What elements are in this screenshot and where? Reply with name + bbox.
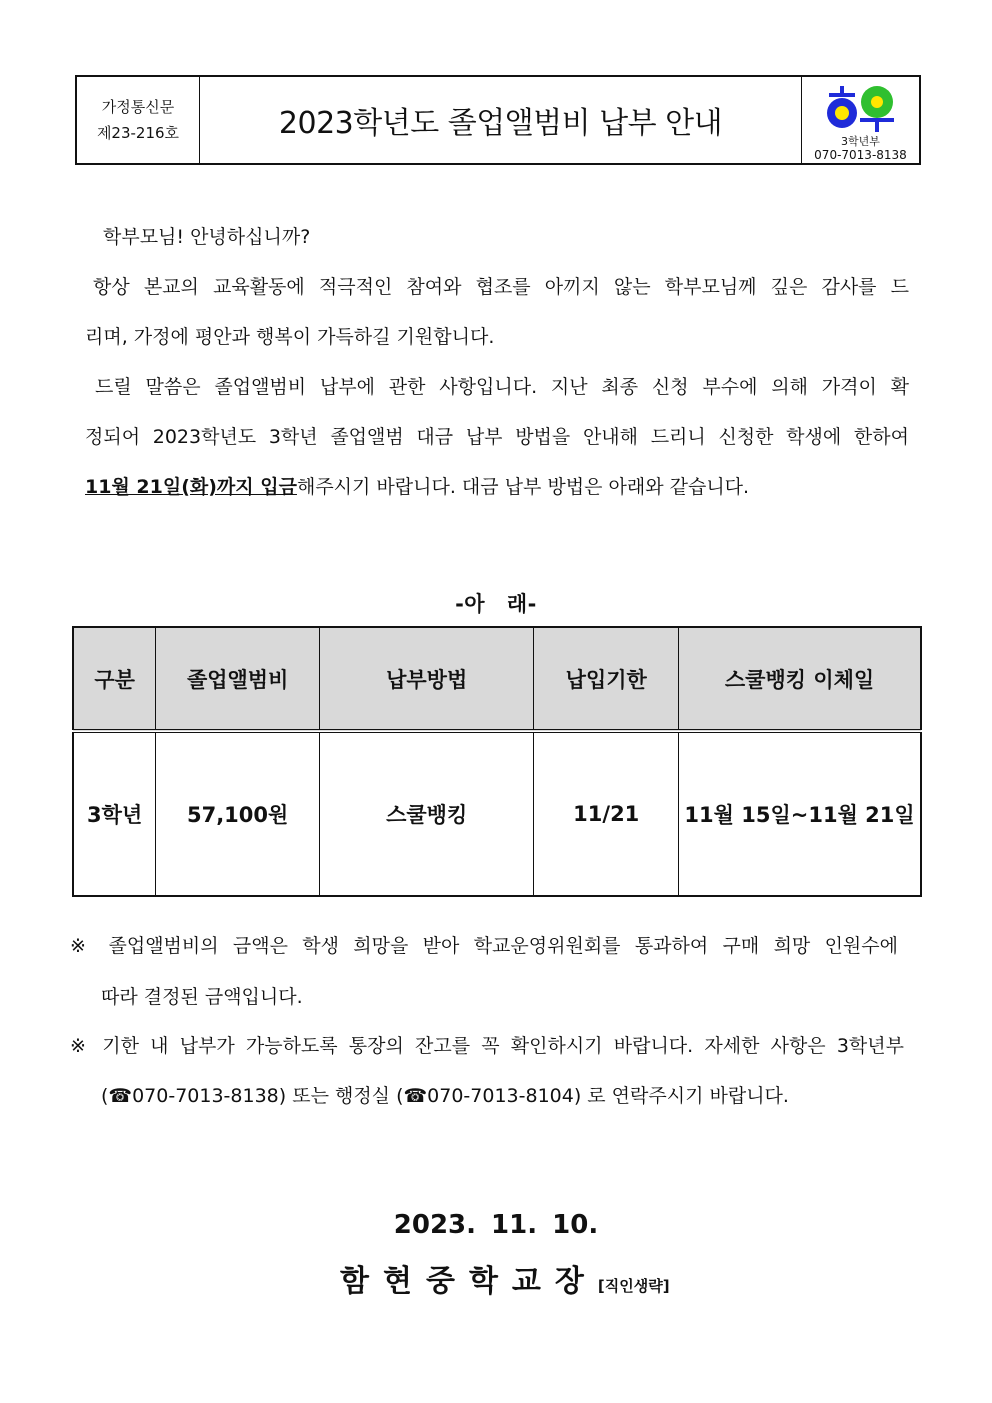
principal-signature [340, 1256, 670, 1300]
paragraph-1-line-2: 리며, 가정에 평안과 행복이 가득하길 기원합니다. [85, 326, 495, 348]
table-cell: 11월 15일~11월 21일 [679, 731, 921, 896]
table-header: 스쿨뱅킹 이체일 [679, 627, 921, 731]
department-label: 3학년부 [841, 135, 880, 148]
table-row [73, 731, 921, 896]
notice-number: 제23-216호 [96, 124, 180, 142]
notice-id-cell [77, 77, 200, 163]
paragraph-2-line-2: 정되어 2023학년도 3학년 졸업앨범 대금 납부 방법을 안내해 드리니 신청한 학생에 한하여 [85, 426, 909, 448]
greeting: 학부모님! 안녕하십니까? [103, 226, 311, 248]
paragraph-2-line-1: 드릴 말씀은 졸업앨범비 납부에 관한 사항입니다. 지난 최종 신청 부수에 의해 가격이 확 [95, 376, 909, 398]
table-cell: 스쿨뱅킹 [320, 731, 534, 896]
note-1-line-1: ※ 졸업앨범비의 금액은 학생 희망을 받아 학교운영위원회를 통과하여 구매 희망 인원수에 [70, 935, 898, 957]
seal-omitted: [직인생략] [597, 1277, 670, 1295]
page-title: 2023학년도 졸업앨범비 납부 안내 [278, 106, 723, 141]
notice-header [75, 75, 921, 165]
section-heading: -아 래- [455, 592, 537, 616]
table-header: 납부방법 [320, 627, 534, 731]
issue-date: 2023. 11. 10. [393, 1210, 599, 1240]
fee-table [72, 626, 922, 897]
table-header: 납입기한 [534, 627, 679, 731]
note-1-line-2: 따라 결정된 금액입니다. [101, 986, 303, 1008]
table-cell: 57,100원 [156, 731, 320, 896]
table-header-row [73, 627, 921, 731]
table-cell: 3학년 [73, 731, 156, 896]
table-header: 구분 [73, 627, 156, 731]
table-cell: 11/21 [534, 731, 679, 896]
table-header: 졸업앨범비 [156, 627, 320, 731]
department-phone: 070-7013-8138 [814, 148, 907, 162]
note-2-line-2: (☎070-7013-8138) 또는 행정실 (☎070-7013-8104) 로 연락주시기 바랍니다. [101, 1085, 789, 1107]
note-2-line-1: ※ 기한 내 납부가 가능하도록 통장의 잔고를 꼭 확인하시기 바랍니다. 자세한 사항은 3학년부 [70, 1035, 904, 1057]
school-logo-icon [826, 82, 896, 134]
school-principal: 함현중학교장 [340, 1264, 598, 1299]
notice-type: 가정통신문 [101, 98, 175, 116]
paragraph-1-line-1: 항상 본교의 교육활동에 적극적인 참여와 협조를 아끼지 않는 학부모님께 깊은 감사를 드 [93, 276, 909, 298]
school-logo-cell [801, 77, 919, 163]
paragraph-2-line-3-rest: 해주시기 바랍니다. 대금 납부 방법은 아래와 같습니다. [296, 476, 750, 498]
payment-deadline-emphasis: 11월 21일(화)까지 입금 [85, 476, 297, 498]
paragraph-2-line-3 [85, 472, 909, 499]
